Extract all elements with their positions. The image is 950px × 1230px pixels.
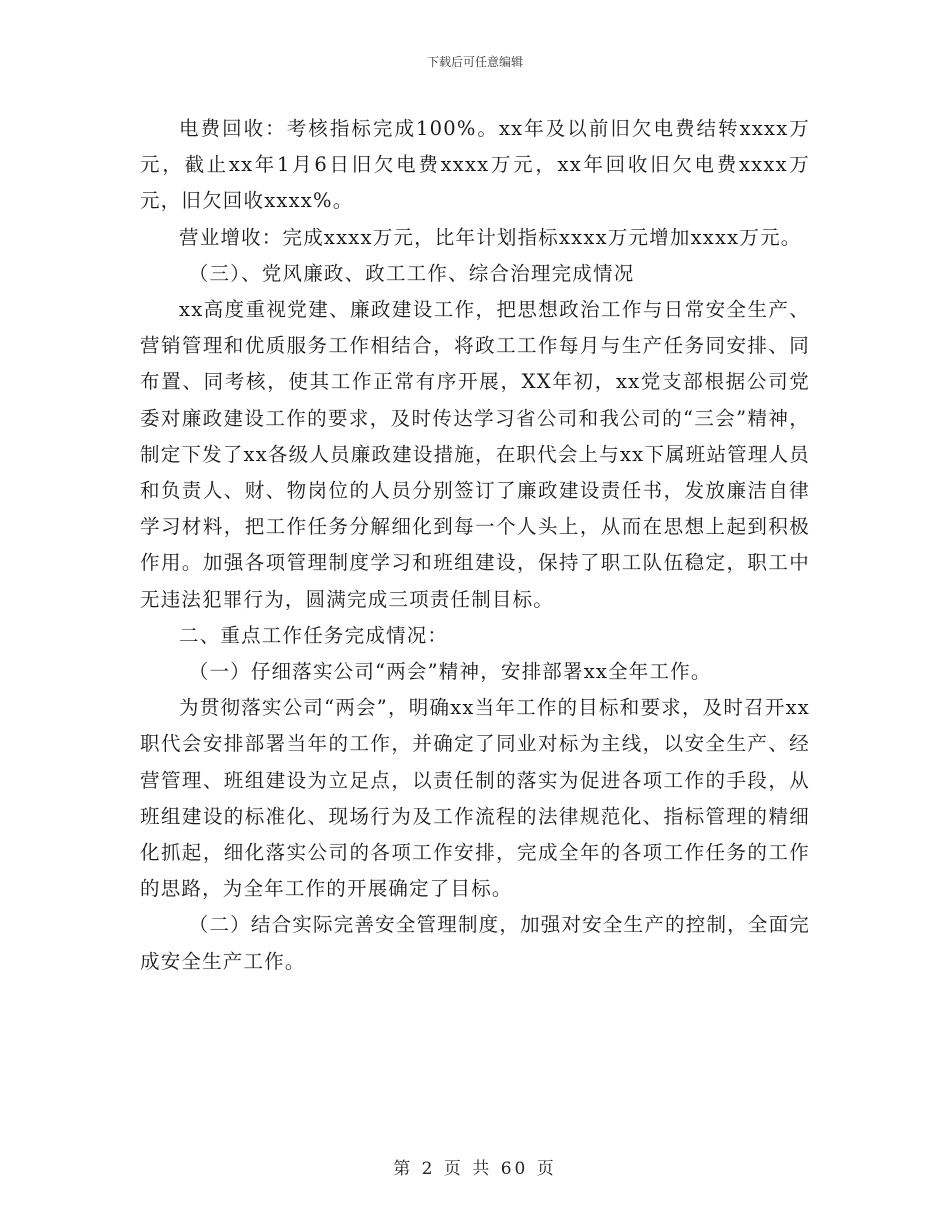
section-heading-party-conduct: （三）、党风廉政、政工工作、综合治理完成情况 (188, 261, 635, 285)
subsection-heading-two-meetings: （一）仔细落实公司“两会”精神，安排部署xx全年工作。 (188, 660, 712, 684)
page-header-note: 下载后可任意编辑 (426, 55, 523, 69)
paragraph-party-building: xx高度重视党建、廉政建设工作，把思想政治工作与日常安全生产、营销管理和优质服务工作相结合，将政工工作每月与生产任务同安排、同布置、同考核，使其工作正常有序开展，XX年初，xx党支部根据公司党委对廉政建设工作的要求，及时传达学习省公司和我公司的“三会”精神，制定下发了xx各级人员廉政建设措施，在职代会上与xx下属班站管理人员和负责人、财、物岗位的人员分别签订了廉政建设责任书，发放廉洁自律学习材料，把工作任务分解细化到每一个人头上，从而在思想上起到积极作用。加强各项管理制度学习和班组建设，保持了职工队伍稳定，职工中无违法犯罪行为，圆满完成三项责任制目标。 (140, 298, 810, 611)
subsection-heading-safety-management: （二）结合实际完善安全管理制度，加强对安全生产的控制，全面完成安全生产工作。 (140, 913, 810, 973)
paragraph-business-revenue: 营业增收：完成xxxx万元，比年计划指标xxxx万元增加xxxx万元。 (179, 225, 802, 249)
document-body (140, 111, 810, 980)
page-number-footer: 第 2 页 共 60 页 (393, 1159, 557, 1179)
paragraph-electricity-fee-recovery: 电费回收：考核指标完成100%。xx年及以前旧欠电费结转xxxx万元，截止xx年1月6日旧欠电费xxxx万元，xx年回收旧欠电费xxxx万元，旧欠回收xxxx%。 (140, 117, 810, 213)
paragraph-two-meetings-implementation: 为贯彻落实公司“两会”，明确xx当年工作的目标和要求，及时召开xx职代会安排部署当年的工作，并确定了同业对标为主线，以安全生产、经营管理、班组建设为立足点，以责任制的落实为促进各项工作的手段，从班组建设的标准化、现场行为及工作流程的法律规范化、指标管理的精细化抓起，细化落实公司的各项工作安排，完成全年的各项工作任务的工作的思路，为全年工作的开展确定了目标。 (140, 696, 810, 901)
section-heading-key-tasks: 二、重点工作任务完成情况： (179, 623, 449, 647)
